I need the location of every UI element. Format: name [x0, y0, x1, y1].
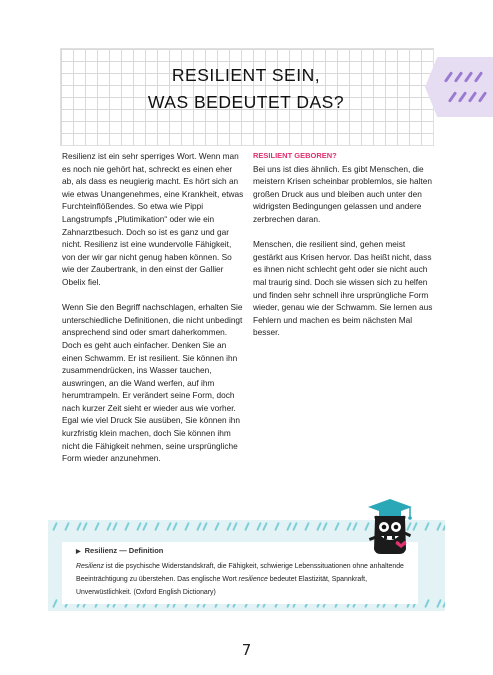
- right-paragraph-1: Bei uns ist dies ähnlich. Es gibt Menschen, die meistern Krisen scheinbar problemlos, sie halten großen Druck aus und bleiben auch unter den widrigsten Bedingungen gelassen und andere zerbrechen daran.: [253, 163, 432, 224]
- band-stroke: [322, 522, 328, 531]
- definition-term-en: resilience: [238, 576, 268, 583]
- left-paragraph-1: Resilienz ist ein sehr sperriges Wort. Wenn man es noch nie gehört hat, schreckt es einen eher ab, als dass es neugierig macht. Es hört sich an wie etwas Unangenehmes, eine Krankheit, etwas Furchteinflößendes. So etwa wie Pippi Langstrumpfs „Plutimikation“ oder wie ein Zahnarztbesuch. Doch so ist es ganz und gar nicht. Resilienz ist eine wundervolle Fähigkeit, von der wir gar nicht genug haben können. So wie der Zaubertrank, in den einst der Gallier Obelix fiel.: [62, 151, 244, 287]
- band-stroke: [442, 599, 445, 608]
- left-paragraph-2: Wenn Sie den Begriff nachschlagen, erhalten Sie unterschiedliche Definitionen, die nicht unbedingt ansprechend sind oder smart daherkommen. Doch es geht auch einfacher. Denken Sie an einen Schwamm. Er ist resilient. Sie können ihn zusammendrücken, ins Wasser tauchen, auswringen, an die Wand werfen, auf ihm herumtrampeln. Er verändert seine Form, doch nach kurzer Zeit sieht er wieder aus wie vorher. Egal wie viel Druck Sie ausüben, Sie können ihn kurzfristig klein machen, doch Sie können ihm nicht die Fähigkeit nehmen, seine ursprüngliche Form wieder anzunehmen.: [62, 302, 243, 464]
- band-stroke: [436, 599, 442, 608]
- tab-stroke: [474, 71, 483, 83]
- band-stroke: [136, 522, 142, 531]
- band-stroke: [316, 522, 322, 531]
- tab-stroke: [448, 91, 457, 103]
- band-stroke: [52, 522, 58, 531]
- band-stroke: [52, 599, 58, 608]
- right-paragraph-2: Menschen, die resilient sind, gehen meist gestärkt aus Krisen hervor. Das heißt nicht, dass es ihnen nicht schlecht geht oder sie nicht auch mal traurig sind. Doch sie wissen sich zu helfen und finden sehr schnell ihre ursprüngliche Form wieder, genau wie der Schwamm. Sie lernen aus Fehlern und machen es beim nächsten Mal besser.: [253, 239, 433, 338]
- tab-stroke: [468, 91, 477, 103]
- band-stroke: [82, 522, 88, 531]
- band-stroke: [154, 522, 160, 531]
- band-stroke: [226, 522, 232, 531]
- band-stroke: [304, 522, 310, 531]
- definition-text: [76, 560, 412, 599]
- band-stroke: [184, 522, 190, 531]
- band-stroke: [166, 522, 172, 531]
- tab-stroke: [478, 91, 487, 103]
- band-stroke: [256, 522, 262, 531]
- definition-heading: [76, 546, 163, 555]
- band-stroke: [424, 599, 430, 608]
- tab-stroke: [444, 71, 453, 83]
- band-stroke: [196, 522, 202, 531]
- page-title-line-2: WAS BEDEUTET DAS?: [147, 92, 345, 112]
- band-stroke: [106, 522, 112, 531]
- band-stroke: [274, 522, 280, 531]
- band-stroke: [286, 522, 292, 531]
- band-stroke: [346, 522, 352, 531]
- band-stroke: [76, 522, 82, 531]
- band-stroke: [172, 522, 178, 531]
- section-heading: RESILIENT GEBOREN?: [253, 151, 337, 160]
- band-stroke: [142, 522, 148, 531]
- band-stroke: [124, 522, 130, 531]
- left-column: [62, 150, 244, 477]
- page-title-line-1: RESILIENT SEIN,: [171, 65, 321, 85]
- band-stroke: [244, 522, 250, 531]
- band-stroke: [232, 522, 238, 531]
- definition-heading-text: Resilienz — Definition: [84, 546, 164, 555]
- band-stroke: [64, 522, 70, 531]
- band-stroke: [214, 522, 220, 531]
- band-stroke: [334, 522, 340, 531]
- band-stroke: [94, 522, 100, 531]
- definition-term: Resilienz: [76, 563, 104, 570]
- right-column: [253, 150, 435, 352]
- band-stroke: [352, 522, 358, 531]
- definition-text-b: bedeutet Elastizität, Spannkraft, Unverwüstlichkeit. (Oxford English Dictionary): [76, 576, 367, 596]
- band-stroke: [292, 522, 298, 531]
- band-stroke: [424, 522, 430, 531]
- band-stroke: [436, 522, 442, 531]
- definition-text-a: ist die psychische Widerstandskraft, die Fähigkeit, schwierige Lebenssituationen ohne anhaltende Beeinträchtigung zu überstehen. Das englische Wort: [76, 563, 404, 583]
- band-stroke: [112, 522, 118, 531]
- band-stroke: [262, 522, 268, 531]
- band-stroke: [442, 522, 445, 531]
- triangle-bullet-icon: ▶: [76, 549, 81, 555]
- tab-stroke: [458, 91, 467, 103]
- page-title: [60, 62, 432, 116]
- band-stroke: [202, 522, 208, 531]
- decorative-tab: [425, 57, 493, 117]
- tab-stroke: [454, 71, 463, 83]
- tab-stroke: [464, 71, 473, 83]
- graduate-mascot-icon: [365, 497, 415, 557]
- page-number: 7: [241, 641, 252, 659]
